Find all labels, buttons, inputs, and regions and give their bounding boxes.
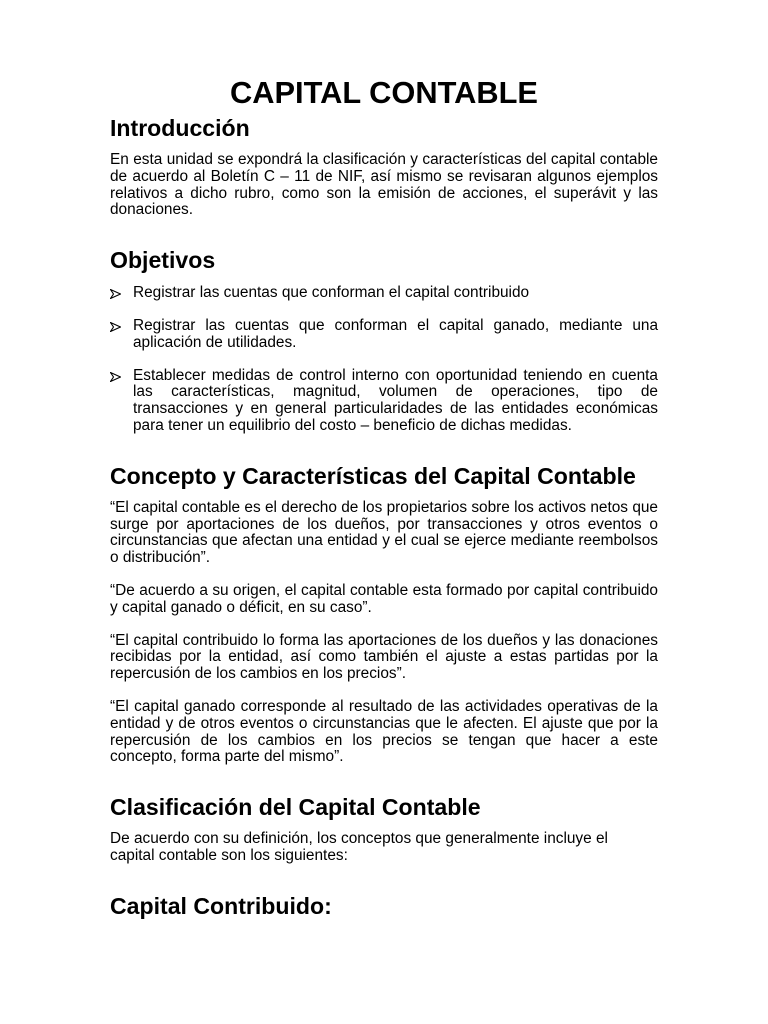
concept-heading: Concepto y Características del Capital Contable bbox=[110, 462, 636, 489]
objective-text: Registrar las cuentas que conforman el capital ganado, mediante una aplicación de utilidades. bbox=[133, 316, 658, 351]
objectives-list bbox=[110, 285, 658, 435]
contributed-capital-heading: Capital Contribuido: bbox=[110, 892, 332, 919]
document-page bbox=[110, 75, 658, 919]
objective-item bbox=[110, 318, 658, 352]
arrow-bullet-icon bbox=[110, 318, 124, 335]
objectives-heading: Objetivos bbox=[110, 247, 216, 274]
classification-paragraph bbox=[110, 831, 658, 865]
concept-paragraph: “El capital ganado corresponde al resultado de las actividades operativas de la entidad y de otros eventos o circunstancias que le afecten. El ajuste que por la repercusión de los cambios en los precios se tengan que hacer a este concepto, forma parte del mismo”. bbox=[110, 697, 658, 766]
objective-text: Registrar las cuentas que conforman el capital contribuido bbox=[133, 284, 530, 302]
arrow-bullet-icon bbox=[110, 368, 124, 385]
concept-paragraph: “El capital contribuido lo forma las aportaciones de los dueños y las donaciones recibidas por la entidad, así como también el ajuste a estas partidas por la repercusión de los cambios en los precios”. bbox=[110, 631, 658, 683]
arrow-bullet-icon bbox=[110, 285, 124, 302]
concept-paragraph: “De acuerdo a su origen, el capital contable esta formado por capital contribuido y capital ganado o déficit, en su caso”. bbox=[110, 581, 658, 616]
classification-line: capital contable son los siguientes: bbox=[110, 846, 348, 864]
classification-heading: Clasificación del Capital Contable bbox=[110, 794, 481, 821]
classification-line: De acuerdo con su definición, los conceptos que generalmente incluye el bbox=[110, 830, 608, 848]
objective-text: Establecer medidas de control interno con oportunidad teniendo en cuenta las características, magnitud, volumen de operaciones, tipo de transacciones y en general particularidades de las entidades económicas para tener un equilibrio del costo – beneficio de dichas medidas. bbox=[133, 366, 658, 434]
document-title: CAPITAL CONTABLE bbox=[230, 75, 538, 110]
objective-item bbox=[110, 368, 658, 435]
intro-heading: Introducción bbox=[110, 115, 250, 141]
intro-paragraph: En esta unidad se expondrá la clasificación y características del capital contable de acuerdo al Boletín C – 11 de NIF, así mismo se revisaran algunos ejemplos relativos a dicho rubro, como son la emisión de acciones, el superávit y las donaciones. bbox=[110, 151, 658, 219]
objective-item bbox=[110, 285, 658, 302]
concept-paragraph: “El capital contable es el derecho de los propietarios sobre los activos netos que surge por aportaciones de los dueños, por transacciones y otros eventos o circunstancias que afectan una entidad y el cual se ejerce mediante reembolsos o distribución”. bbox=[110, 498, 658, 567]
